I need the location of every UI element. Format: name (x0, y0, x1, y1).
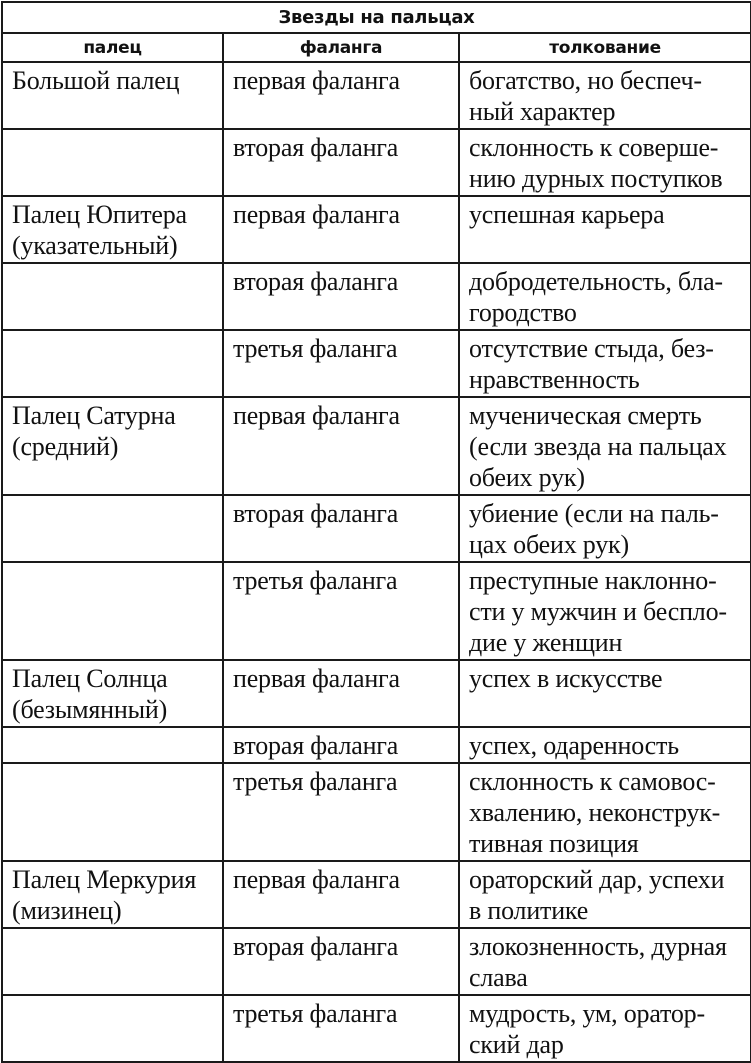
finger-cell: Палец Солнца (безымянный) (2, 660, 223, 727)
meaning-cell: злокозненность, дурная слава (459, 928, 751, 995)
table-row (2, 727, 751, 763)
finger-cell (2, 727, 223, 763)
meaning-cell: ораторский дар, успехи в политике (459, 861, 751, 928)
phalanx-cell: первая фаланга (223, 397, 459, 495)
phalanx-cell: вторая фаланга (223, 263, 459, 330)
phalanx-cell: вторая фаланга (223, 928, 459, 995)
phalanx-cell: первая фаланга (223, 62, 459, 129)
phalanx-cell: вторая фаланга (223, 495, 459, 562)
table-row (2, 660, 751, 727)
table-row (2, 928, 751, 995)
table-title-row (2, 2, 751, 33)
header-meaning: толкование (459, 33, 751, 62)
table-row (2, 397, 751, 495)
finger-cell: Палец Меркурия (мизинец) (2, 861, 223, 928)
phalanx-cell: первая фаланга (223, 660, 459, 727)
finger-cell (2, 129, 223, 196)
finger-cell (2, 928, 223, 995)
header-phalanx: фаланга (223, 33, 459, 62)
header-finger: палец (2, 33, 223, 62)
finger-cell: Палец Сатурна (средний) (2, 397, 223, 495)
table-row (2, 330, 751, 397)
table-row (2, 763, 751, 861)
finger-cell (2, 263, 223, 330)
table-row (2, 129, 751, 196)
table-title: Звезды на пальцах (2, 2, 751, 33)
phalanx-cell: вторая фаланга (223, 129, 459, 196)
meaning-cell: преступные наклонно- сти у мужчин и беспло- дие у женщин (459, 562, 751, 660)
table-row (2, 196, 751, 263)
phalanx-cell: третья фаланга (223, 995, 459, 1062)
finger-cell (2, 763, 223, 861)
meaning-cell: добродетельность, бла- городство (459, 263, 751, 330)
phalanx-cell: третья фаланга (223, 330, 459, 397)
meaning-cell: успешная карьера (459, 196, 751, 263)
phalanx-cell: первая фаланга (223, 196, 459, 263)
stars-on-fingers-table (1, 1, 751, 1063)
meaning-cell: мученическая смерть (если звезда на пальцах обеих рук) (459, 397, 751, 495)
finger-cell (2, 495, 223, 562)
meaning-cell: отсутствие стыда, без- нравственность (459, 330, 751, 397)
meaning-cell: склонность к соверше- нию дурных поступков (459, 129, 751, 196)
table-header-row (2, 33, 751, 62)
phalanx-cell: третья фаланга (223, 763, 459, 861)
phalanx-cell: третья фаланга (223, 562, 459, 660)
table-row (2, 495, 751, 562)
meaning-cell: склонность к самовос- хвалению, неконструк- тивная позиция (459, 763, 751, 861)
phalanx-cell: первая фаланга (223, 861, 459, 928)
phalanx-cell: вторая фаланга (223, 727, 459, 763)
finger-cell: Большой палец (2, 62, 223, 129)
finger-cell (2, 562, 223, 660)
meaning-cell: успех в искусстве (459, 660, 751, 727)
table-row (2, 62, 751, 129)
table-row (2, 263, 751, 330)
meaning-cell: богатство, но беспеч- ный характер (459, 62, 751, 129)
meaning-cell: мудрость, ум, оратор- ский дар (459, 995, 751, 1062)
table-row (2, 861, 751, 928)
finger-cell (2, 330, 223, 397)
table-row (2, 562, 751, 660)
finger-cell: Палец Юпитера (указательный) (2, 196, 223, 263)
meaning-cell: убиение (если на паль- цах обеих рук) (459, 495, 751, 562)
meaning-cell: успех, одаренность (459, 727, 751, 763)
